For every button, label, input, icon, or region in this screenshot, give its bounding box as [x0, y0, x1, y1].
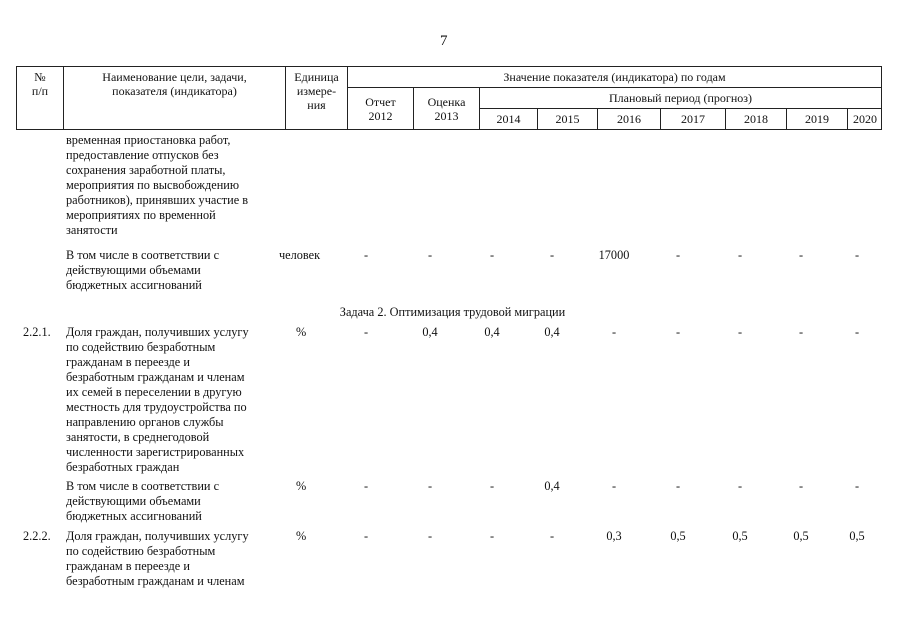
header-name: Наименование цели, задачи, показателя (индикатора) — [64, 67, 286, 130]
row-4-name: Доля граждан, получивших услугу по содействию безработным гражданам в переезде и безработным гражданам и членам — [66, 529, 249, 588]
header-estimate: Оценка 2013 — [414, 88, 480, 130]
header-unit: Единица измере- ния — [286, 67, 348, 130]
row-4-num: 2.2.2. — [23, 529, 51, 543]
row-3-val-2013: - — [427, 479, 433, 493]
row-3-val-2020: - — [854, 479, 860, 493]
table-header — [16, 66, 882, 130]
row-2-val-2015: 0,4 — [544, 325, 560, 339]
row-1-val-2015: - — [549, 248, 555, 262]
row-3-val-2019: - — [798, 479, 804, 493]
row-2-val-2020: - — [854, 325, 860, 339]
row-2-val-2014: 0,4 — [484, 325, 500, 339]
row-4-val-2015: - — [549, 529, 555, 543]
row-4-val-2020: 0,5 — [849, 529, 865, 543]
row-2-val-2018: - — [737, 325, 743, 339]
row-2-val-2013: 0,4 — [422, 325, 438, 339]
row-1-val-2017: - — [675, 248, 681, 262]
header-year-2018: 2018 — [726, 109, 787, 130]
row-4-val-2014: - — [489, 529, 495, 543]
header-report: Отчет 2012 — [348, 88, 414, 130]
row-3-val-2015: 0,4 — [544, 479, 560, 493]
row-3-name: В том числе в соответствии с действующими объемами бюджетных ассигнований — [66, 479, 220, 523]
row-2-name: Доля граждан, получивших услугу по содействию безработным гражданам в переезде и безработным гражданам и членам их семей в переселении в другую местность для трудоустройства по направлению органов службы занятости, в среднегодовой численности зарегистрированных безработных граждан — [66, 325, 249, 474]
row-1-val-2019: - — [798, 248, 804, 262]
row-4-val-2019: 0,5 — [793, 529, 809, 543]
row-3-val-2016: - — [611, 479, 617, 493]
header-values-title: Значение показателя (индикатора) по годам — [348, 67, 882, 88]
row-3-unit: % — [296, 479, 307, 493]
header-num: № п/п — [17, 67, 64, 130]
row-3-val-2017: - — [675, 479, 681, 493]
row-1-val-2012: - — [363, 248, 369, 262]
row-2-num: 2.2.1. — [23, 325, 51, 339]
header-year-2016: 2016 — [598, 109, 661, 130]
row-1-val-2013: - — [427, 248, 433, 262]
row-1-val-2020: - — [854, 248, 860, 262]
header-year-2019: 2019 — [787, 109, 848, 130]
row-2-val-2012: - — [363, 325, 369, 339]
header-year-2014: 2014 — [480, 109, 538, 130]
row-4-val-2017: 0,5 — [670, 529, 686, 543]
row-3-val-2012: - — [363, 479, 369, 493]
row-3-val-2014: - — [489, 479, 495, 493]
row-4-val-2018: 0,5 — [732, 529, 748, 543]
row-2-unit: % — [296, 325, 307, 339]
header-year-2015: 2015 — [538, 109, 598, 130]
page-number: 7 — [440, 33, 448, 49]
row-3-val-2018: - — [737, 479, 743, 493]
header-year-2020: 2020 — [848, 109, 882, 130]
header-plan: Плановый период (прогноз) — [480, 88, 882, 109]
row-1-val-2016: 17000 — [598, 248, 630, 262]
row-0-name: временная приостановка работ, предоставление отпусков без сохранения заработной платы, мероприятия по высвобождению работников), принявших участие в мероприятиях по временной занятости — [66, 133, 249, 237]
row-4-val-2016: 0,3 — [606, 529, 622, 543]
row-1-val-2018: - — [737, 248, 743, 262]
row-1-unit: человек — [279, 248, 321, 262]
row-2-val-2019: - — [798, 325, 804, 339]
row-1-val-2014: - — [489, 248, 495, 262]
task-title: Задача 2. Оптимизация трудовой миграции — [339, 305, 566, 319]
row-4-val-2013: - — [427, 529, 433, 543]
row-4-unit: % — [296, 529, 307, 543]
row-1-name: В том числе в соответствии с действующими объемами бюджетных ассигнований — [66, 248, 220, 292]
row-2-val-2017: - — [675, 325, 681, 339]
row-2-val-2016: - — [611, 325, 617, 339]
row-4-val-2012: - — [363, 529, 369, 543]
header-year-2017: 2017 — [661, 109, 726, 130]
